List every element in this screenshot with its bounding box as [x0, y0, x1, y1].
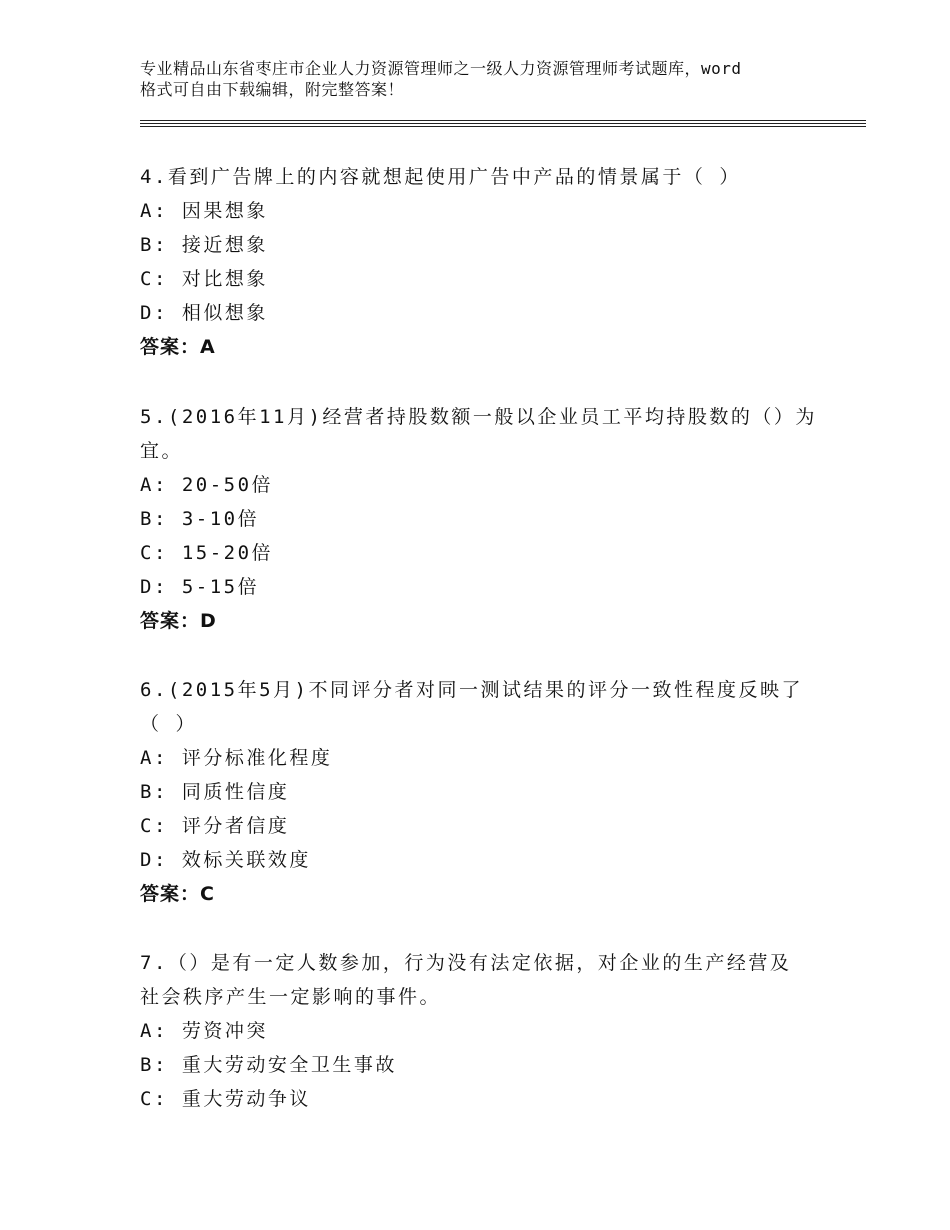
question-7	[140, 946, 840, 1116]
option-b: B: 3-10倍	[140, 508, 260, 530]
answer-label: 答案：C	[140, 883, 215, 905]
question-stem: 7.（）是有一定人数参加，行为没有法定依据，对企业的生产经营及	[140, 952, 792, 974]
option-c: C: 重大劳动争议	[140, 1088, 311, 1110]
option-c: C: 评分者信度	[140, 815, 290, 837]
option-a: A: 劳资冲突	[140, 1020, 268, 1042]
question-6	[140, 673, 840, 911]
question-5	[140, 400, 840, 638]
header-divider	[140, 120, 866, 121]
answer-label: 答案：A	[140, 336, 216, 358]
option-b: B: 重大劳动安全卫生事故	[140, 1054, 397, 1076]
option-c: C: 15-20倍	[140, 542, 274, 564]
header-divider	[140, 123, 866, 124]
answer-label: 答案：D	[140, 610, 217, 632]
question-stem: 5.(2016年11月)经营者持股数额一般以企业员工平均持股数的（）为	[140, 406, 817, 428]
option-b: B: 同质性信度	[140, 781, 290, 803]
option-d: D: 5-15倍	[140, 576, 260, 598]
question-stem-continued: 社会秩序产生一定影响的事件。	[140, 986, 442, 1008]
header-divider	[140, 126, 866, 127]
document-header	[140, 58, 840, 100]
option-a: A: 因果想象	[140, 200, 268, 222]
question-stem-continued: （ ）	[140, 713, 197, 735]
question-stem: 6.(2015年5月)不同评分者对同一测试结果的评分一致性程度反映了	[140, 679, 803, 701]
option-b: B: 接近想象	[140, 234, 268, 256]
option-c: C: 对比想象	[140, 268, 268, 290]
question-4	[140, 160, 840, 364]
option-d: D: 效标关联效度	[140, 849, 311, 871]
question-stem: 4.看到广告牌上的内容就想起使用广告中产品的情景属于（ ）	[140, 166, 741, 188]
question-stem-continued: 宜。	[140, 440, 184, 462]
option-a: A: 20-50倍	[140, 474, 274, 496]
header-line-1: 专业精品山东省枣庄市企业人力资源管理师之一级人力资源管理师考试题库，word	[140, 59, 742, 78]
option-d: D: 相似想象	[140, 302, 268, 324]
option-a: A: 评分标准化程度	[140, 747, 333, 769]
header-line-2: 格式可自由下载编辑，附完整答案！	[140, 80, 405, 99]
